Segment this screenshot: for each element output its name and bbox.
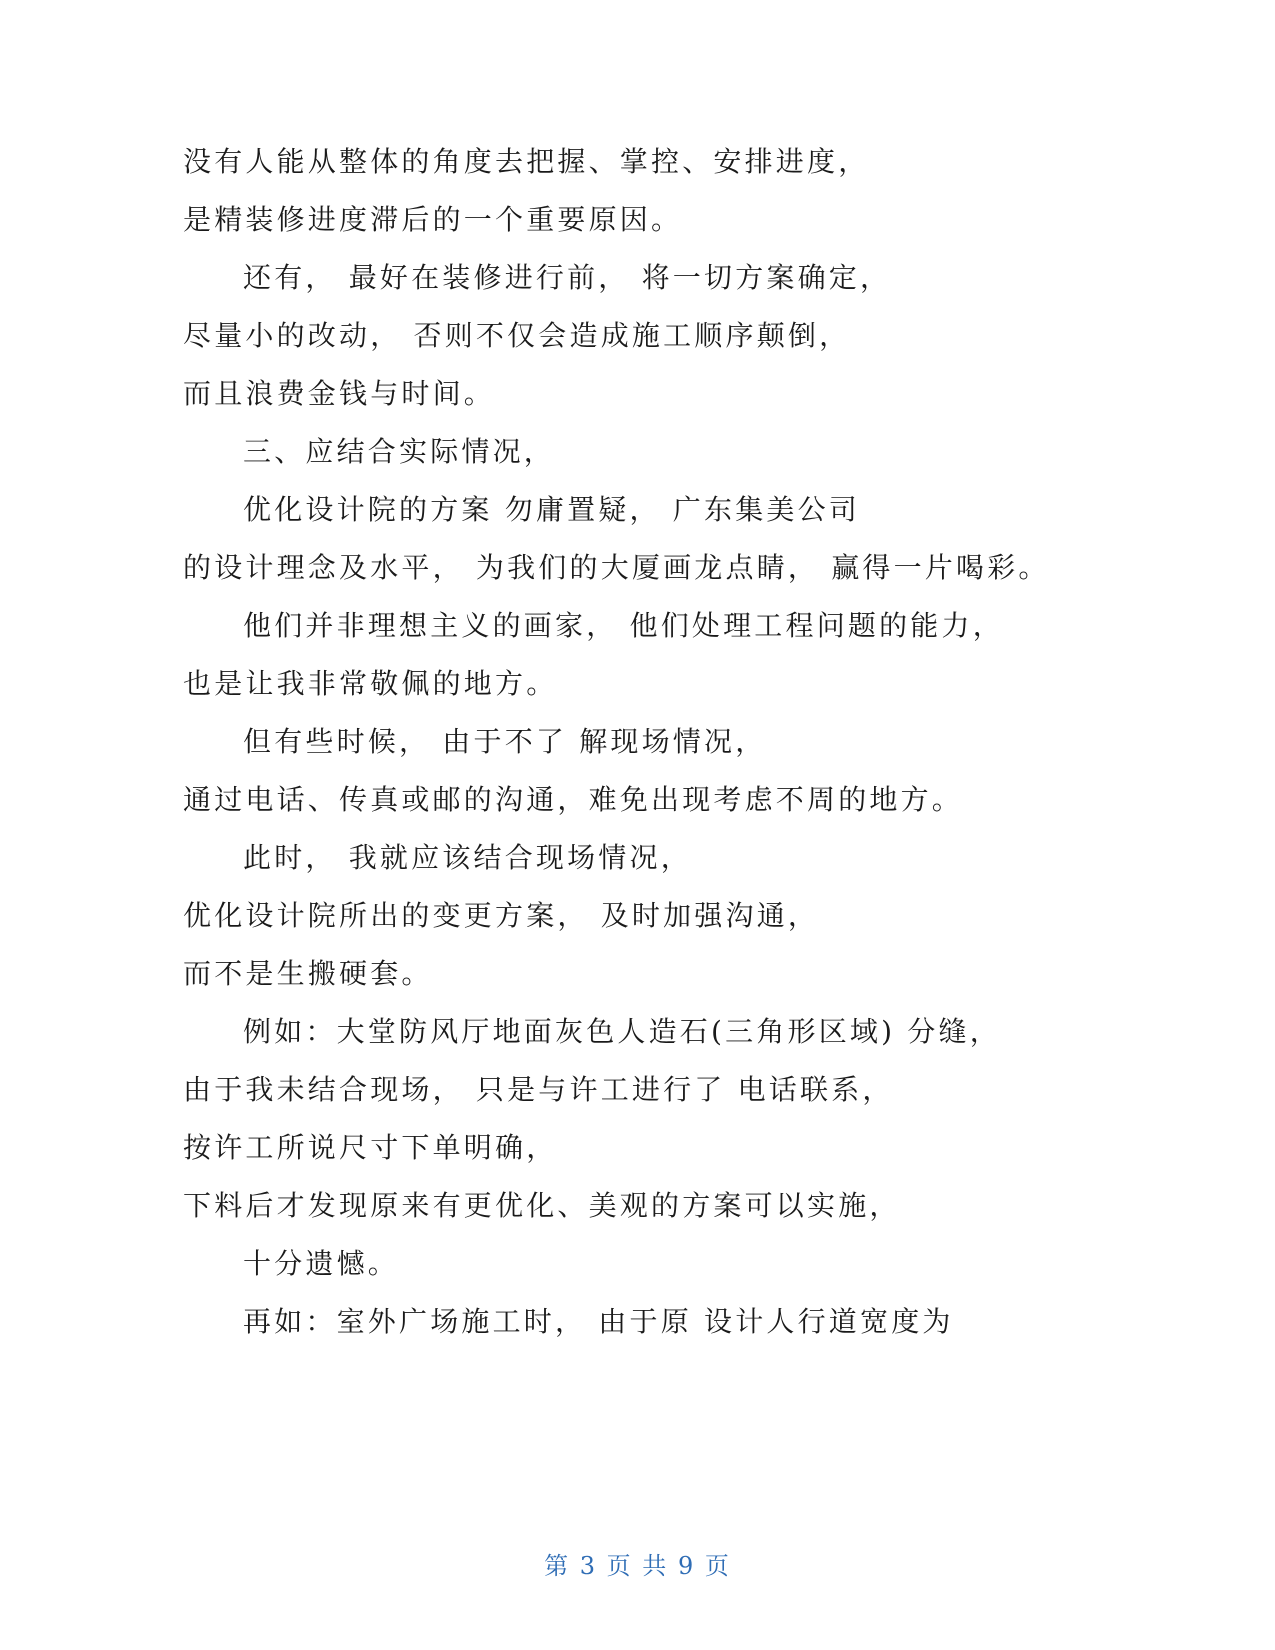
text-line-14: 优化设计院所出的变更方案， 及时加强沟通， [183,899,820,932]
footer-middle: 页 共 [606,1552,669,1580]
text-line-15: 而不是生搬硬套。 [183,957,433,990]
text-line-5: 而且浪费金钱与时间。 [183,377,496,410]
footer-total-pages: 9 [677,1552,696,1580]
footer-current-page: 3 [579,1552,598,1580]
footer-suffix: 页 [704,1552,731,1580]
footer-prefix: 第 [544,1552,571,1580]
text-line-8: 的设计理念及水平， 为我们的大厦画龙点睛， 赢得一片喝彩。 [183,551,1050,584]
section-heading: 三、应结合实际情况， [243,435,556,468]
text-line-9: 他们并非理想主义的画家， 他们处理工程问题的能力， [243,609,1004,642]
text-line-17: 由于我未结合现场， 只是与许工进行了 电话联系， [183,1073,894,1106]
text-line-16: 例如：大堂防风厅地面灰色人造石(三角形区域) 分缝， [243,1015,1001,1048]
text-line-12: 通过电话、传真或邮的沟通，难免出现考虑不周的地方。 [183,783,964,816]
text-line-4: 尽量小的改动， 否则不仅会造成施工顺序颠倒， [183,319,851,352]
text-line-2: 是精装修进度滞后的一个重要原因。 [183,203,683,236]
text-line-19: 下料后才发现原来有更优化、美观的方案可以实施， [183,1189,901,1222]
text-line-13: 此时， 我就应该结合现场情况， [243,841,692,874]
text-line-1: 没有人能从整体的角度去把握、掌控、安排进度， [183,145,870,178]
text-line-20: 十分遗憾。 [243,1247,400,1280]
text-line-3: 还有， 最好在装修进行前， 将一切方案确定， [243,261,892,294]
text-line-18: 按许工所说尺寸下单明确， [183,1131,558,1164]
text-line-10: 也是让我非常敬佩的地方。 [183,667,558,700]
text-line-21: 再如：室外广场施工时， 由于原 设计人行道宽度为 [243,1305,954,1338]
text-line-11: 但有些时候， 由于不了 解现场情况， [243,725,767,758]
page-footer [0,1550,1275,1582]
text-line-7: 优化设计院的方案 勿庸置疑， 广东集美公司 [243,493,861,526]
